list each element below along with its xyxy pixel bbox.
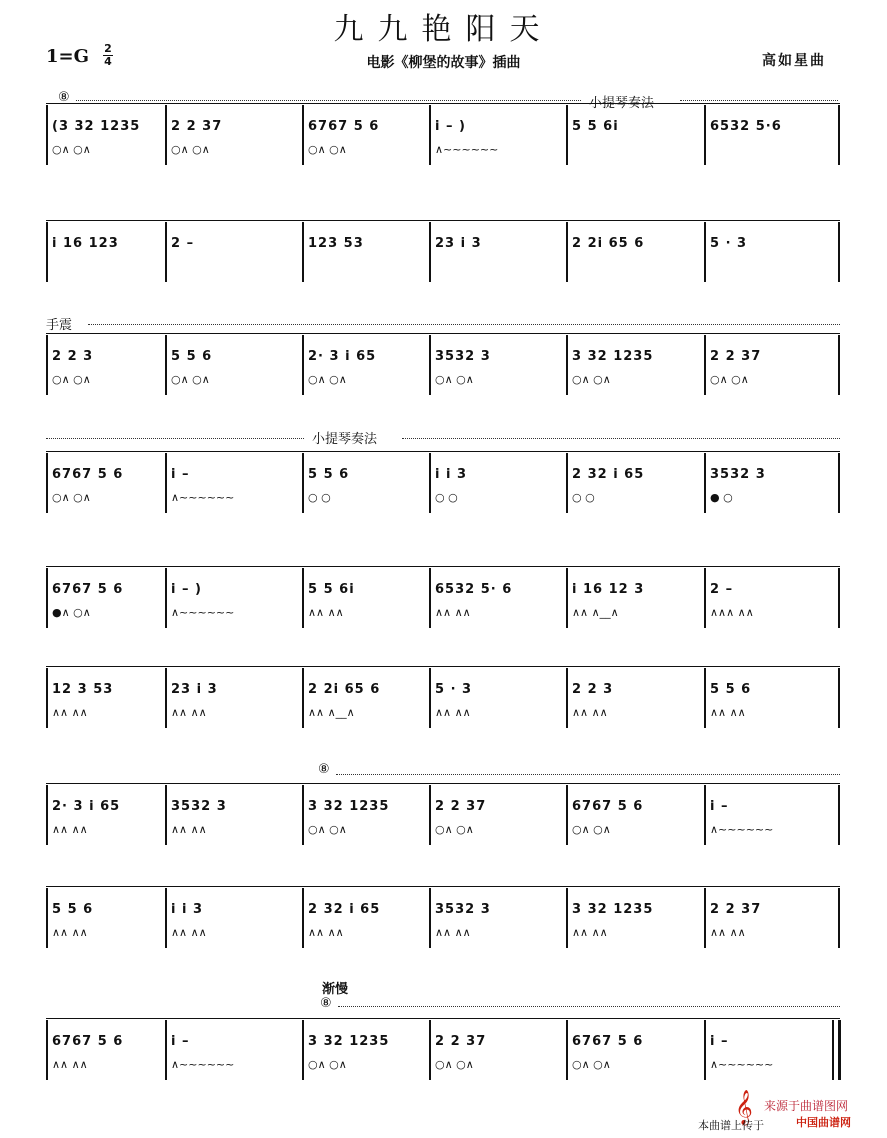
measure-notes: 23 i 3 <box>435 236 482 251</box>
barline <box>302 668 304 728</box>
violin-technique-line-2a <box>46 438 304 439</box>
barline <box>165 785 167 845</box>
barline <box>566 568 568 628</box>
treble-clef-logo-icon: 𝄞 <box>735 1090 753 1125</box>
barline <box>46 888 48 948</box>
measure-notes: (3 32 1235 <box>52 119 141 134</box>
measure-bowing: ∧∧ ∧__∧ <box>308 706 355 719</box>
system-top-rule <box>46 220 840 221</box>
measure-notes: i – ) <box>171 582 202 597</box>
violin-technique-marker-2: 小提琴奏法 <box>312 432 378 447</box>
barline <box>165 1020 167 1080</box>
measure-bowing: ○∧ ○∧ <box>572 823 611 836</box>
barline <box>429 568 431 628</box>
barline <box>429 1020 431 1080</box>
barline <box>704 1020 706 1080</box>
barline <box>165 105 167 165</box>
measure-notes: i – <box>710 1034 729 1049</box>
measure-bowing: ∧∧∧ ∧∧ <box>710 606 754 619</box>
violin-technique-marker-1: 小提琴奏法 <box>589 96 655 111</box>
measure-notes: 2· 3 i 65 <box>52 799 121 814</box>
measure-notes: i – ) <box>435 119 466 134</box>
measure-bowing: ∧~~~~~~ <box>710 1058 774 1071</box>
measure-bowing: ∧∧ ∧∧ <box>710 926 746 939</box>
measure-notes: 6767 5 6 <box>572 799 644 814</box>
measure-bowing: ○∧ ○∧ <box>435 373 474 386</box>
measure-bowing: ○∧ ○∧ <box>308 823 347 836</box>
measure-notes: i – <box>171 467 190 482</box>
measure-notes: 5 5 6 <box>710 682 752 697</box>
measure-notes: i 16 123 <box>52 236 119 251</box>
violin-technique-line-2b <box>402 438 840 439</box>
barline <box>46 453 48 513</box>
measure-notes: 2 2 37 <box>435 799 487 814</box>
barline <box>566 668 568 728</box>
tremolo-hand-line <box>88 324 840 325</box>
measure-bowing: ○ ○ <box>435 491 458 504</box>
measure-notes: 2 2 37 <box>171 119 223 134</box>
segno-marker-3: ⑧ <box>320 996 332 1011</box>
barline <box>566 453 568 513</box>
upload-source-note: 本曲谱上传于 <box>698 1119 764 1132</box>
measure-notes: 5 5 6 <box>171 349 213 364</box>
measure-bowing: ∧∧ ∧∧ <box>171 823 207 836</box>
measure-notes: 5 5 6 <box>52 902 94 917</box>
system-top-rule <box>46 451 840 452</box>
barline <box>704 888 706 948</box>
measure-bowing: ∧∧ ∧∧ <box>171 706 207 719</box>
watermark-text: 来源于曲谱图网 <box>764 1099 849 1113</box>
barline <box>165 568 167 628</box>
measure-notes: 6767 5 6 <box>308 119 380 134</box>
measure-bowing: ○∧ ○∧ <box>52 143 91 156</box>
measure-notes: 6767 5 6 <box>52 582 124 597</box>
barline <box>566 222 568 282</box>
barline <box>429 785 431 845</box>
barline <box>46 668 48 728</box>
barline <box>46 335 48 395</box>
system-top-rule <box>46 333 840 334</box>
time-signature-bottom: 4 <box>104 55 112 68</box>
segno-marker-1: ⑧ <box>58 90 70 105</box>
measure-bowing: ○∧ ○∧ <box>572 1058 611 1071</box>
barline <box>302 335 304 395</box>
measure-notes: 6532 5· 6 <box>435 582 513 597</box>
measure-bowing: ● ○ <box>710 491 733 504</box>
measure-notes: i i 3 <box>171 902 204 917</box>
measure-notes: 2 2 37 <box>710 349 762 364</box>
barline <box>566 1020 568 1080</box>
measure-bowing: ∧∧ ∧∧ <box>710 706 746 719</box>
measure-notes: 3532 3 <box>435 349 491 364</box>
measure-bowing: ∧~~~~~~ <box>171 491 235 504</box>
barline <box>566 335 568 395</box>
measure-notes: 6767 5 6 <box>52 467 124 482</box>
measure-notes: 3532 3 <box>710 467 766 482</box>
barline <box>838 335 840 395</box>
measure-notes: 5 · 3 <box>710 236 748 251</box>
barline <box>165 888 167 948</box>
measure-notes: i 16 12 3 <box>572 582 645 597</box>
measure-notes: 123 53 <box>308 236 364 251</box>
measure-notes: 2 2i 65 6 <box>572 236 645 251</box>
page-title: 九九艳阳天 <box>333 12 554 47</box>
measure-bowing: ○∧ ○∧ <box>435 823 474 836</box>
measure-notes: 6767 5 6 <box>52 1034 124 1049</box>
measure-notes: 5 5 6 <box>308 467 350 482</box>
subtitle: 电影《柳堡的故事》插曲 <box>366 55 521 71</box>
measure-notes: 2 2 3 <box>52 349 94 364</box>
measure-notes: i i 3 <box>435 467 468 482</box>
system-top-rule <box>46 103 840 104</box>
measure-bowing: ∧∧ ∧∧ <box>435 706 471 719</box>
barline <box>704 785 706 845</box>
barline <box>429 888 431 948</box>
measure-notes: 2 2 37 <box>710 902 762 917</box>
barline <box>566 105 568 165</box>
measure-bowing: ○∧ ○∧ <box>710 373 749 386</box>
barline <box>704 222 706 282</box>
barline <box>302 222 304 282</box>
measure-bowing: ∧∧ ∧∧ <box>171 926 207 939</box>
barline <box>838 568 840 628</box>
system-top-rule <box>46 783 840 784</box>
measure-bowing: ○∧ ○∧ <box>308 1058 347 1071</box>
segno-extension-line-1 <box>76 100 581 101</box>
barline <box>46 785 48 845</box>
measure-bowing: ∧∧ ∧∧ <box>52 706 88 719</box>
measure-notes: 2 32 i 65 <box>308 902 381 917</box>
violin-technique-line-1 <box>680 100 838 101</box>
barline <box>704 105 706 165</box>
measure-bowing: ∧~~~~~~ <box>710 823 774 836</box>
barline <box>165 222 167 282</box>
measure-notes: i – <box>710 799 729 814</box>
system-top-rule <box>46 666 840 667</box>
measure-bowing: ○∧ ○∧ <box>308 373 347 386</box>
barline <box>429 105 431 165</box>
time-signature-top: 2 <box>104 42 112 55</box>
measure-notes: 3 32 1235 <box>572 902 654 917</box>
measure-notes: 3 32 1235 <box>572 349 654 364</box>
barline <box>429 222 431 282</box>
barline <box>566 888 568 948</box>
tremolo-hand-marker: 手震 <box>46 318 73 333</box>
system-top-rule <box>46 566 840 567</box>
barline <box>838 1020 841 1080</box>
measure-bowing: ∧∧ ∧∧ <box>572 926 608 939</box>
barline <box>46 222 48 282</box>
barline <box>704 453 706 513</box>
measure-bowing: ○∧ ○∧ <box>572 373 611 386</box>
barline <box>302 105 304 165</box>
measure-notes: i – <box>171 1034 190 1049</box>
measure-notes: 2· 3 i 65 <box>308 349 377 364</box>
measure-notes: 2 32 i 65 <box>572 467 645 482</box>
barline <box>704 568 706 628</box>
measure-bowing: ○∧ ○∧ <box>52 373 91 386</box>
barline <box>302 888 304 948</box>
site-logo-text: 中国曲谱网 <box>796 1116 851 1129</box>
measure-bowing: ∧∧ ∧∧ <box>52 926 88 939</box>
measure-bowing: ∧~~~~~~ <box>435 143 499 156</box>
barline <box>46 1020 48 1080</box>
measure-bowing: ∧∧ ∧∧ <box>435 606 471 619</box>
measure-notes: 2 – <box>710 582 734 597</box>
barline <box>566 785 568 845</box>
measure-bowing: ∧∧ ∧∧ <box>308 926 344 939</box>
barline <box>429 335 431 395</box>
measure-bowing: ∧∧ ∧∧ <box>52 1058 88 1071</box>
measure-notes: 3532 3 <box>435 902 491 917</box>
measure-bowing: ∧~~~~~~ <box>171 1058 235 1071</box>
measure-bowing: ○ ○ <box>572 491 595 504</box>
barline <box>838 785 840 845</box>
barline <box>302 785 304 845</box>
measure-bowing: ∧∧ ∧∧ <box>435 926 471 939</box>
measure-bowing: ∧∧ ∧∧ <box>308 606 344 619</box>
measure-notes: 5 5 6i <box>308 582 355 597</box>
measure-bowing: ○∧ ○∧ <box>308 143 347 156</box>
system-top-rule <box>46 1018 840 1019</box>
barline <box>165 668 167 728</box>
barline <box>838 888 840 948</box>
barline <box>165 453 167 513</box>
measure-notes: 2 2 3 <box>572 682 614 697</box>
barline <box>429 453 431 513</box>
measure-notes: 3 32 1235 <box>308 1034 390 1049</box>
measure-bowing: ○∧ ○∧ <box>171 143 210 156</box>
measure-notes: 3532 3 <box>171 799 227 814</box>
composer-credit: 高如星曲 <box>762 53 826 69</box>
barline <box>704 335 706 395</box>
barline <box>838 453 840 513</box>
barline <box>429 668 431 728</box>
measure-bowing: ∧∧ ∧__∧ <box>572 606 619 619</box>
measure-notes: 12 3 53 <box>52 682 114 697</box>
barline <box>704 668 706 728</box>
measure-notes: 6767 5 6 <box>572 1034 644 1049</box>
measure-notes: 6532 5·6 <box>710 119 782 134</box>
barline <box>46 105 48 165</box>
measure-bowing: ∧~~~~~~ <box>171 606 235 619</box>
barline <box>302 453 304 513</box>
barline <box>838 105 840 165</box>
measure-bowing: ●∧ ○∧ <box>52 606 91 619</box>
measure-bowing: ○∧ ○∧ <box>435 1058 474 1071</box>
system-top-rule <box>46 886 840 887</box>
barline <box>302 568 304 628</box>
measure-notes: 2 2i 65 6 <box>308 682 381 697</box>
measure-notes: 23 i 3 <box>171 682 218 697</box>
barline <box>46 568 48 628</box>
measure-bowing: ○∧ ○∧ <box>171 373 210 386</box>
segno-extension-line-3 <box>338 1006 840 1007</box>
barline <box>838 222 840 282</box>
ritardando-marker: 渐慢 <box>322 982 349 997</box>
measure-bowing: ○∧ ○∧ <box>52 491 91 504</box>
final-barline <box>832 1020 834 1080</box>
barline <box>838 668 840 728</box>
barline <box>165 335 167 395</box>
measure-bowing: ○ ○ <box>308 491 331 504</box>
segno-extension-line-2 <box>336 774 840 775</box>
measure-notes: 2 2 37 <box>435 1034 487 1049</box>
segno-marker-2: ⑧ <box>318 762 330 777</box>
measure-notes: 5 · 3 <box>435 682 473 697</box>
key-signature: 1=G <box>46 46 89 67</box>
measure-bowing: ∧∧ ∧∧ <box>52 823 88 836</box>
measure-bowing: ∧∧ ∧∧ <box>572 706 608 719</box>
measure-notes: 2 – <box>171 236 195 251</box>
measure-notes: 5 5 6i <box>572 119 619 134</box>
measure-notes: 3 32 1235 <box>308 799 390 814</box>
barline <box>302 1020 304 1080</box>
